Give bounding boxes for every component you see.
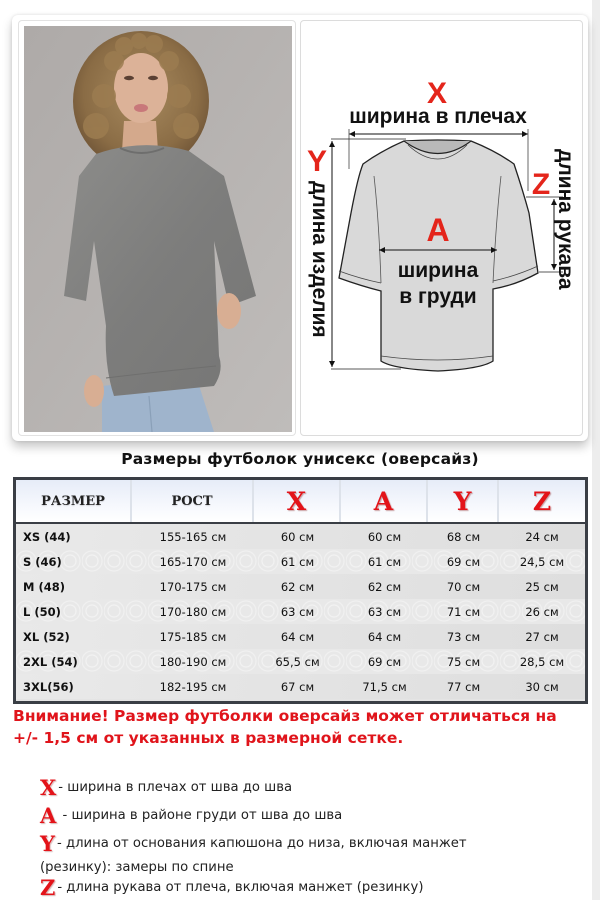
header-y: Y xyxy=(428,480,499,522)
size-table xyxy=(13,477,588,704)
cell-height: 155-165 см xyxy=(159,529,227,544)
legend-letter-y: Y xyxy=(40,831,55,856)
cell-size: S (46) xyxy=(23,554,62,569)
tshirt-measurement-diagram xyxy=(301,21,583,436)
legend-text-a: - ширина в районе груди от шва до шва xyxy=(58,808,343,823)
size-diagram xyxy=(300,20,583,436)
cell-y: 70 см xyxy=(446,579,481,594)
cell-y: 73 см xyxy=(446,629,481,644)
legend-text-x: - ширина в плечах от шва до шва xyxy=(58,780,293,795)
cell-x: 61 см xyxy=(280,554,315,569)
cell-y: 75 см xyxy=(446,654,481,669)
cell-y: 69 см xyxy=(446,554,481,569)
diagram-y-label: длина изделия xyxy=(308,181,331,338)
cell-x: 63 см xyxy=(280,604,315,619)
cell-height: 165-170 см xyxy=(159,554,227,569)
cell-size: XS (44) xyxy=(23,529,71,544)
cell-size: 2XL (54) xyxy=(23,654,78,669)
table-row xyxy=(16,674,585,699)
size-table-body xyxy=(16,524,585,699)
header-size: РАЗМЕР xyxy=(16,480,132,522)
cell-y: 71 см xyxy=(446,604,481,619)
cell-y: 68 см xyxy=(446,529,481,544)
legend-item-x xyxy=(40,777,292,799)
cell-height: 180-190 см xyxy=(159,654,227,669)
cell-a: 69 см xyxy=(367,654,402,669)
diagram-a-letter: A xyxy=(426,212,450,248)
legend-letter-a: A xyxy=(40,803,57,828)
diagram-a-label-2: в груди xyxy=(399,285,477,308)
cell-z: 24 см xyxy=(525,529,559,544)
cell-height: 175-185 см xyxy=(159,629,227,644)
cell-x: 67 см xyxy=(280,679,315,694)
product-photo xyxy=(18,20,296,436)
header-x: X xyxy=(254,480,341,522)
diagram-a-label-1: ширина xyxy=(397,259,479,282)
cell-height: 170-175 см xyxy=(159,579,227,594)
size-table-header xyxy=(16,480,585,524)
header-height: РОСТ xyxy=(132,480,254,522)
legend-letter-x: X xyxy=(40,775,57,800)
size-warning-note: Внимание! Размер футболки оверсайз может отличаться на +/- 1,5 см от указанных в размерной сетке. xyxy=(13,707,557,747)
legend-letter-z: Z xyxy=(40,875,56,900)
legend-item-a xyxy=(40,805,342,827)
cell-x: 64 см xyxy=(280,629,315,644)
legend-item-y xyxy=(40,833,570,879)
legend-text-y-continued: (резинку): замеры по спине xyxy=(40,860,234,875)
diagram-z-label: длина рукава xyxy=(554,149,577,290)
cell-x: 65,5 см xyxy=(275,654,320,669)
table-row xyxy=(16,524,585,549)
cell-z: 26 см xyxy=(525,604,559,619)
cell-z: 24,5 см xyxy=(519,554,565,569)
table-row xyxy=(16,624,585,649)
cell-size: M (48) xyxy=(23,579,65,594)
table-row xyxy=(16,549,585,574)
diagram-x-label: ширина в плечах xyxy=(349,105,527,128)
table-row xyxy=(16,649,585,674)
cell-a: 61 см xyxy=(367,554,402,569)
cell-a: 63 см xyxy=(367,604,402,619)
cell-height: 170-180 см xyxy=(159,604,227,619)
diagram-y-letter: Y xyxy=(306,145,328,178)
legend-text-z: - длина рукава от плеча, включая манжет (резинку) xyxy=(57,880,424,895)
legend-text-y: - длина от основания капюшона до низа, включая манжет xyxy=(57,836,467,851)
cell-z: 25 см xyxy=(525,579,559,594)
legend-item-z xyxy=(40,877,423,899)
cell-x: 60 см xyxy=(280,529,315,544)
cell-x: 62 см xyxy=(280,579,315,594)
cell-y: 77 см xyxy=(446,679,481,694)
table-row xyxy=(16,599,585,624)
size-table-title: Размеры футболок унисекс (оверсайз) xyxy=(121,450,479,468)
cell-size: L (50) xyxy=(23,604,61,619)
cell-a: 60 см xyxy=(367,529,402,544)
header-a: A xyxy=(341,480,428,522)
cell-a: 71,5 см xyxy=(362,679,407,694)
product-images-card xyxy=(12,15,588,441)
cell-z: 28,5 см xyxy=(519,654,565,669)
model-photo-illustration xyxy=(24,26,292,432)
cell-a: 64 см xyxy=(367,629,402,644)
cell-size: 3XL(56) xyxy=(23,679,74,694)
cell-size: XL (52) xyxy=(23,629,70,644)
cell-z: 27 см xyxy=(525,629,559,644)
cell-a: 62 см xyxy=(367,579,402,594)
diagram-x-letter: X xyxy=(426,77,448,110)
diagram-z-letter: Z xyxy=(531,168,551,201)
table-row xyxy=(16,574,585,599)
cell-z: 30 см xyxy=(525,679,559,694)
cell-height: 182-195 см xyxy=(159,679,227,694)
header-z: Z xyxy=(532,486,552,516)
